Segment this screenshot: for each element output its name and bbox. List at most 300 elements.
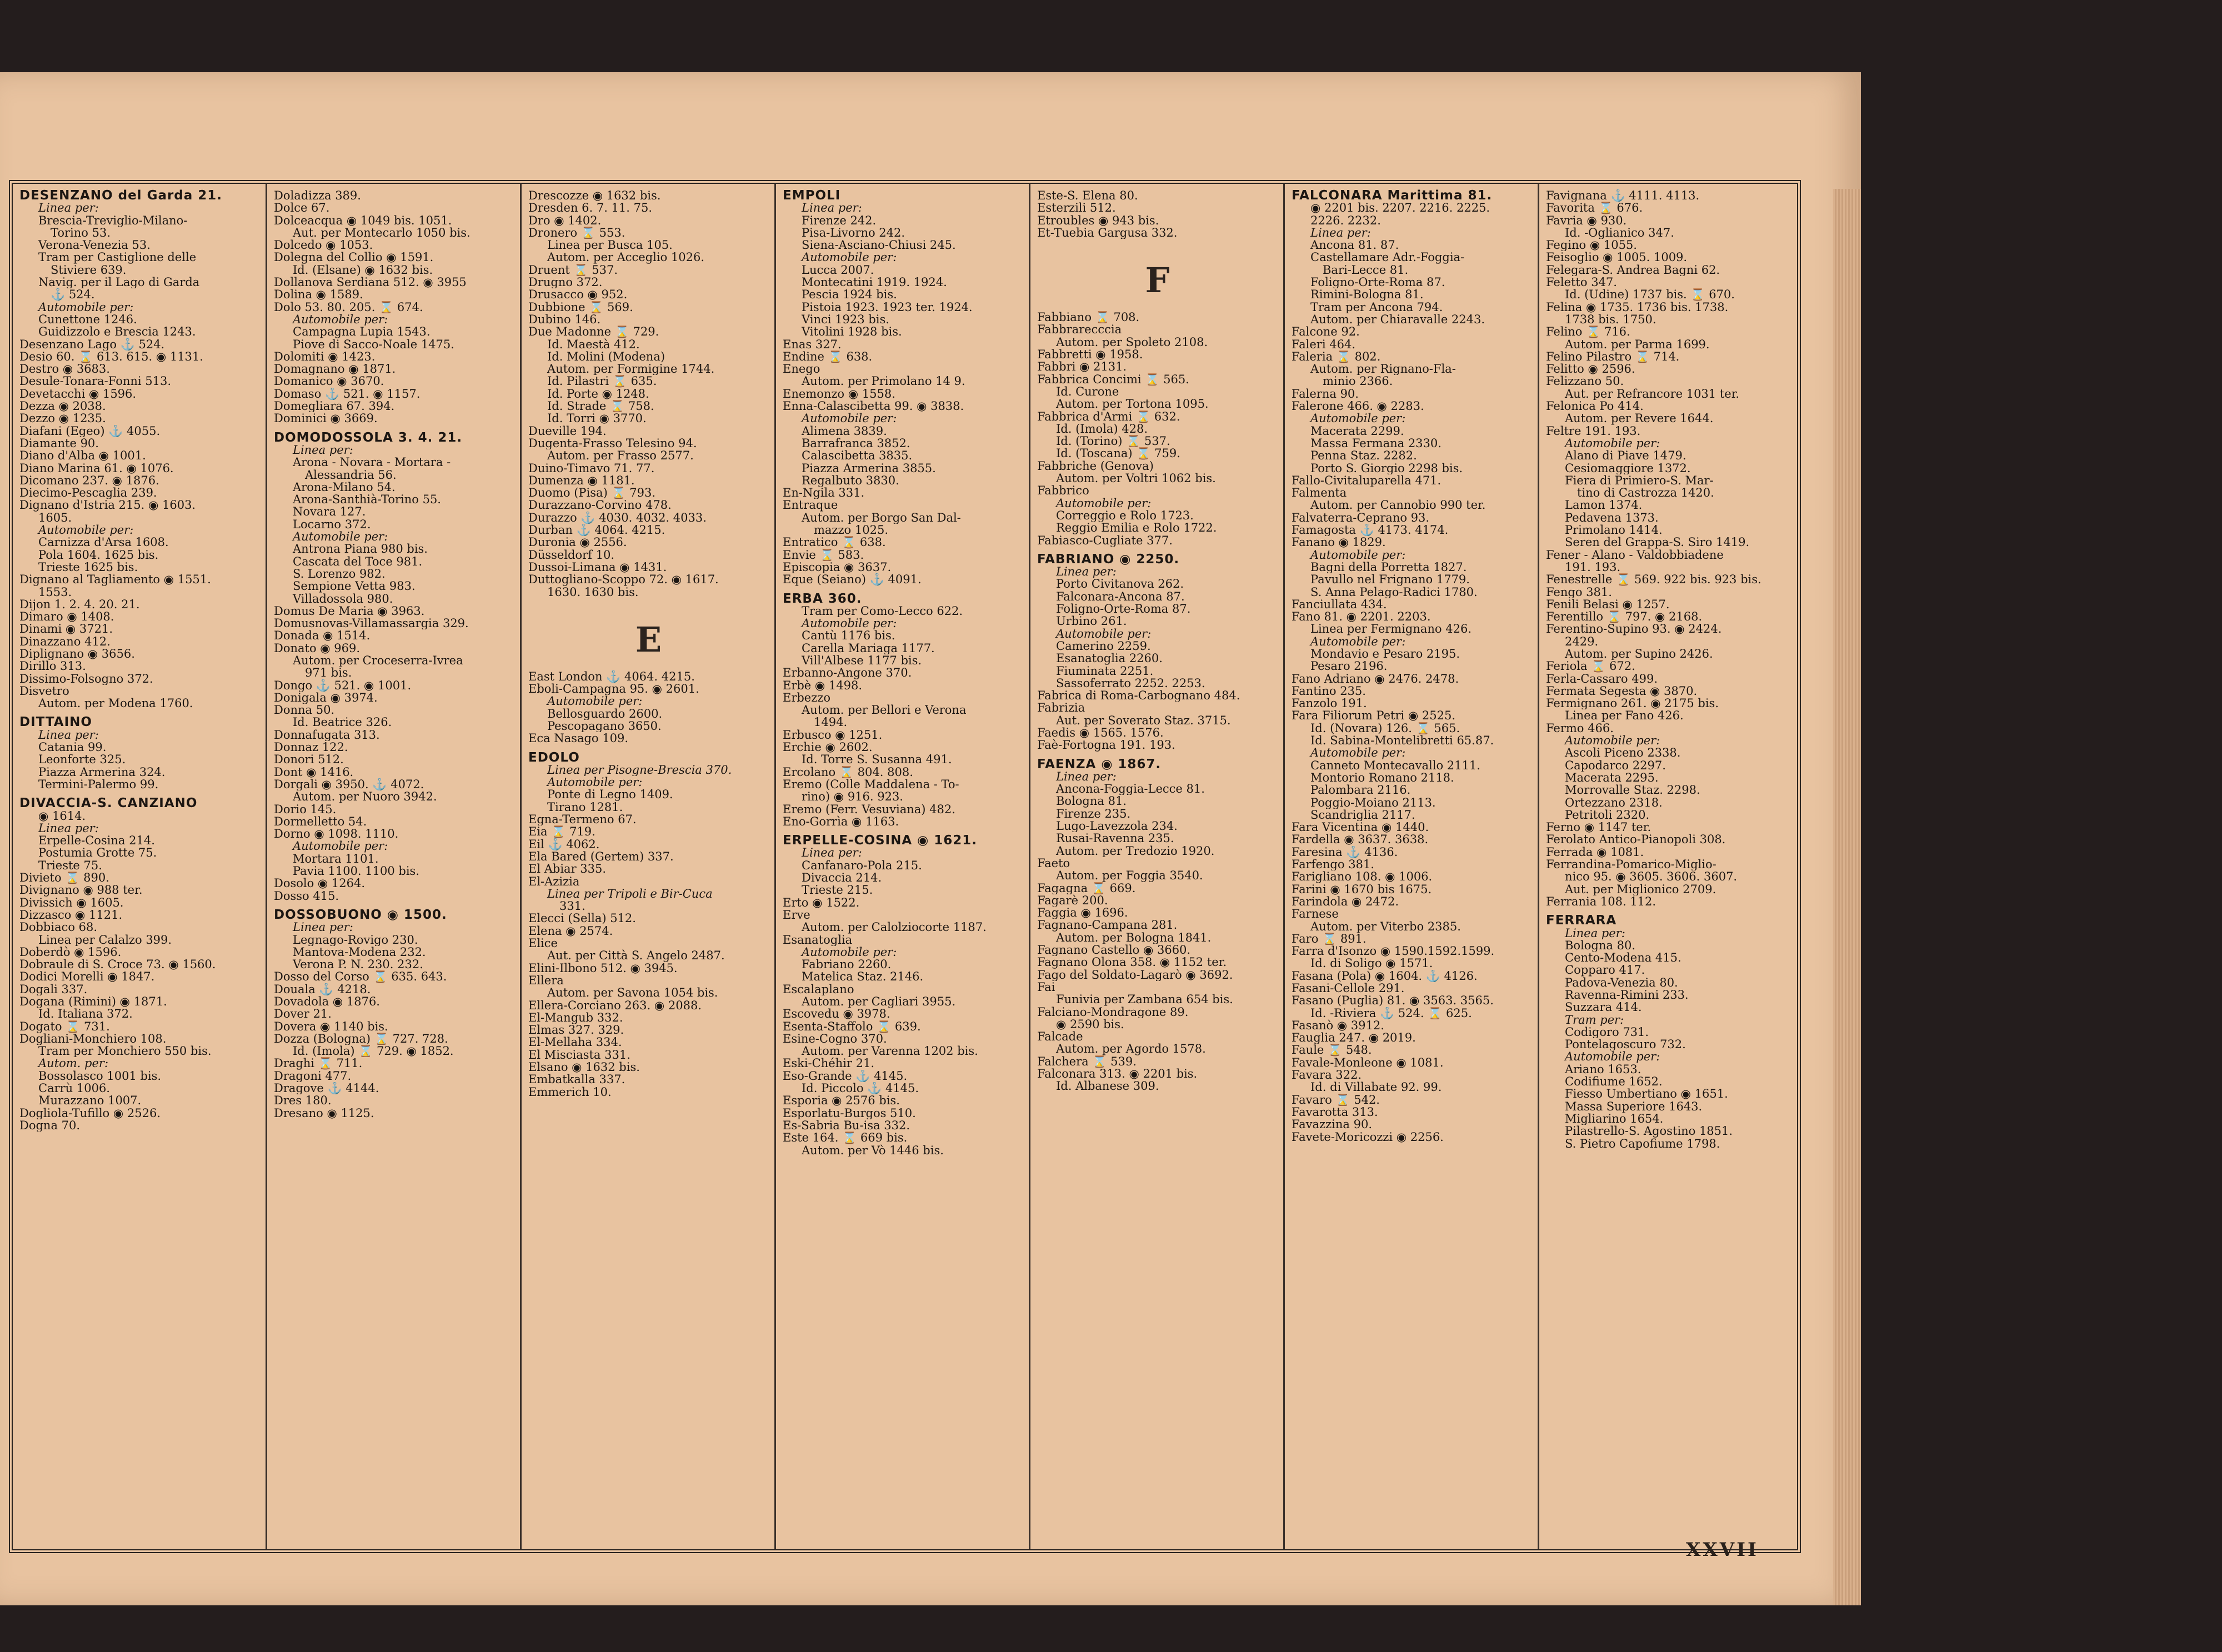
index-entry: Piove di Sacco-Noale 1475. — [293, 338, 454, 351]
index-entry: Bari-Lecce 81. — [1323, 263, 1409, 277]
index-entry: El-Mellaha 334. — [528, 1036, 622, 1049]
index-entry: Cascata del Toce 981. — [293, 555, 423, 568]
index-entry: Lamon 1374. — [1565, 499, 1643, 512]
index-entry: Disvetro — [19, 684, 69, 698]
index-entry: Autom. per Parma 1699. — [1565, 338, 1710, 351]
index-entry: Trieste 1625 bis. — [38, 560, 138, 574]
index-entry: Envie ⌛ 583. — [783, 548, 864, 561]
index-entry: Faedis ◉ 1565. 1576. — [1037, 726, 1164, 739]
index-entry: Doberdò ◉ 1596. — [19, 945, 122, 959]
index-entry: Sempione Vetta 983. — [293, 580, 416, 593]
index-entry: Cantù 1176 bis. — [802, 629, 895, 642]
index-heading: FABRIANO ◉ 2250. — [1037, 553, 1180, 566]
index-entry: Fengo 381. — [1546, 585, 1612, 598]
index-entry: Famagosta ⚓ 4173. 4174. — [1292, 524, 1449, 537]
index-entry: Düsseldorf 10. — [528, 548, 615, 561]
index-entry: Falerna 90. — [1292, 387, 1359, 401]
index-entry: Arona - Novara - Mortara - — [293, 456, 451, 469]
index-entry: Ferrandina-Pomarico-Miglio- — [1546, 858, 1716, 871]
index-entry: Dogali 337. — [19, 983, 88, 995]
index-entry: Bologna 80. — [1565, 939, 1635, 952]
index-entry: Domanico ◉ 3670. — [274, 375, 384, 388]
index-entry: Diplignano ◉ 3656. — [19, 647, 135, 660]
index-entry: Autom. per Cannobio 990 ter. — [1310, 499, 1486, 512]
index-entry: Funivia per Zambana 654 bis. — [1056, 993, 1233, 1006]
index-entry: Etroubles ◉ 943 bis. — [1037, 214, 1159, 227]
index-entry: Novara 127. — [293, 505, 366, 518]
index-entry: Fabbrarecccia — [1037, 323, 1122, 336]
index-entry: Esporlatu-Burgos 510. — [783, 1107, 916, 1119]
index-entry: Autom. per Frasso 2577. — [547, 449, 694, 462]
index-entry: Fermignano 261. ◉ 2175 bis. — [1546, 697, 1719, 710]
index-entry: Felina ◉ 1735. 1736 bis. 1738. — [1546, 301, 1729, 313]
index-entry: Diano d'Alba ◉ 1001. — [19, 449, 146, 462]
index-entry: Regalbuto 3830. — [802, 474, 899, 487]
index-entry: Locarno 372. — [293, 518, 371, 531]
index-entry: Dogna 70. — [19, 1119, 81, 1132]
index-entry: Falmenta — [1292, 487, 1347, 499]
index-entry: Falciano-Mondragone 89. — [1037, 1005, 1189, 1018]
index-entry: Due Madonne ⌛ 729. — [528, 326, 659, 338]
index-entry: Farindola ◉ 2472. — [1292, 895, 1399, 908]
index-entry: Durban ⚓ 4064. 4215. — [528, 524, 665, 537]
index-entry: Camerino 2259. — [1056, 639, 1151, 653]
index-entry: Ferrania 108. 112. — [1546, 895, 1657, 908]
index-entry: Automobile per: — [1310, 635, 1406, 648]
index-entry: Felegara-S. Andrea Bagni 62. — [1546, 263, 1720, 277]
index-entry: Favara 322. — [1292, 1069, 1362, 1082]
index-entry: Enna-Calascibetta 99. ◉ 3838. — [783, 400, 964, 413]
index-entry: Pistoia 1923. 1923 ter. 1924. — [802, 301, 973, 313]
index-entry: Copparo 417. — [1565, 964, 1645, 977]
index-entry: Villadossola 980. — [293, 592, 393, 605]
index-entry: Dosso del Corso ⌛ 635. 643. — [274, 970, 447, 983]
index-column-6 — [1285, 184, 1539, 1549]
index-entry: Feriola ⌛ 672. — [1546, 660, 1635, 673]
index-entry: Autom. per Primolano 14 9. — [802, 375, 965, 388]
index-entry: Macerata 2295. — [1565, 771, 1659, 784]
index-entry: Dubbione ⌛ 569. — [528, 301, 633, 313]
index-entry: Faro ⌛ 891. — [1292, 932, 1367, 945]
index-entry: Elena ◉ 2574. — [528, 924, 613, 938]
index-entry: Automobile per: — [38, 301, 134, 313]
index-entry: Firenze 235. — [1056, 807, 1131, 820]
index-entry: Id. Maestà 412. — [547, 338, 640, 351]
index-entry: Faresina ⚓ 4136. — [1292, 845, 1398, 859]
index-entry: Dres 180. — [274, 1094, 332, 1107]
index-heading: EDOLO — [528, 751, 580, 764]
index-entry: Tirano 1281. — [547, 800, 623, 814]
index-entry: Automobile per: — [1565, 437, 1660, 450]
index-column-4 — [776, 184, 1030, 1549]
index-entry: Dinazzano 412. — [19, 635, 111, 648]
index-entry: Suzzara 414. — [1565, 1001, 1642, 1014]
index-entry: Automobile per: — [547, 695, 643, 708]
index-entry: Dubino 146. — [528, 313, 601, 326]
index-entry: Carella Mariaga 1177. — [802, 642, 935, 654]
index-entry: El-Mangub 332. — [528, 1011, 623, 1024]
index-entry: Fagnano Olona 358. ◉ 1152 ter. — [1037, 956, 1227, 969]
index-entry: Erbezzo — [783, 691, 831, 704]
index-entry: Guidizzolo e Brescia 1243. — [38, 326, 196, 338]
index-entry: Penna Staz. 2282. — [1310, 449, 1417, 462]
index-entry: rino) ◉ 916. 923. — [802, 790, 903, 803]
index-entry: Cento-Modena 415. — [1565, 952, 1681, 964]
index-entry: Fara Vicentina ◉ 1440. — [1292, 821, 1429, 834]
index-entry: Dosso 415. — [274, 889, 339, 902]
index-entry: Canneto Montecavallo 2111. — [1310, 759, 1480, 772]
index-entry: Linea per Fermignano 426. — [1310, 623, 1472, 635]
index-entry: Faè-Fortogna 191. 193. — [1037, 739, 1175, 752]
index-entry: Aut. per Montecarlo 1050 bis. — [293, 226, 471, 239]
index-entry: Linea per: — [1310, 226, 1371, 239]
index-entry: Fasana (Pola) ◉ 1604. ⚓ 4126. — [1292, 969, 1478, 982]
index-entry: Dodici Morelli ◉ 1847. — [19, 970, 155, 983]
index-entry: Ancona-Foggia-Lecce 81. — [1056, 783, 1205, 795]
index-column-3 — [522, 184, 776, 1549]
index-entry: Tram per Ancona 794. — [1310, 301, 1443, 313]
index-entry: Fano Adriano ◉ 2476. 2478. — [1292, 672, 1459, 685]
index-entry: Fabbrica d'Armi ⌛ 632. — [1037, 410, 1180, 423]
index-entry: Catania 99. — [38, 741, 107, 754]
index-entry: S. Anna Pelago-Radici 1780. — [1310, 585, 1478, 598]
index-entry: Tram per Como-Lecco 622. — [802, 604, 963, 618]
index-entry: Aut. per Città S. Angelo 2487. — [547, 949, 725, 962]
index-entry: Erve — [783, 908, 810, 922]
index-entry: Donigala ◉ 3974. — [274, 691, 378, 704]
index-entry: Massa Fermana 2330. — [1310, 437, 1442, 450]
index-entry: Elecci (Sella) 512. — [528, 912, 636, 925]
index-entry: Esterzili 512. — [1037, 202, 1116, 214]
index-heading: ERPELLE-COSINA ◉ 1621. — [783, 834, 977, 847]
index-entry: Castellamare Adr.-Foggia- — [1310, 251, 1465, 264]
index-entry: Petritoli 2320. — [1565, 808, 1650, 822]
index-entry: Id. (Imola) ⌛ 729. ◉ 1852. — [293, 1045, 454, 1058]
index-entry: Capodarco 2297. — [1565, 759, 1666, 772]
index-entry: Escovedu ◉ 3978. — [783, 1008, 890, 1020]
index-entry: ⚓ 524. — [51, 288, 95, 301]
index-entry: Automobile per: — [38, 524, 134, 537]
index-heading: DESENZANO del Garda 21. — [19, 189, 223, 202]
index-entry: Felonica Po 414. — [1546, 400, 1644, 413]
index-entry: Porto S. Giorgio 2298 bis. — [1310, 462, 1463, 474]
index-entry: Alimena 3839. — [802, 424, 887, 437]
index-heading: DIVACCIA-S. CANZIANO — [19, 797, 198, 810]
index-entry: Torino 53. — [51, 226, 111, 239]
index-entry: mazzo 1025. — [814, 524, 888, 537]
index-entry: Divissich ◉ 1605. — [19, 896, 124, 909]
index-entry: Mantova-Modena 232. — [293, 945, 426, 959]
index-entry: Fagnano Castello ◉ 3660. — [1037, 944, 1191, 957]
index-entry: Id. Albanese 309. — [1056, 1080, 1159, 1093]
index-entry: Eremo (Colle Maddalena - To- — [783, 778, 959, 791]
index-entry: Id. Torri ◉ 3770. — [547, 412, 647, 425]
index-entry: Elmas 327. 329. — [528, 1024, 624, 1037]
index-entry: Embatkalla 337. — [528, 1073, 625, 1086]
index-entry: Id. (Udine) 1737 bis. ⌛ 670. — [1565, 288, 1735, 301]
index-entry: Fabbri ◉ 2131. — [1037, 361, 1127, 373]
index-entry: Palombara 2116. — [1310, 784, 1411, 797]
index-entry: Duronia ◉ 2556. — [528, 536, 627, 549]
index-entry: nico 95. ◉ 3605. 3606. 3607. — [1565, 870, 1738, 883]
index-entry: Tram per Castiglione delle — [38, 251, 197, 264]
index-entry: Episcopia ◉ 3637. — [783, 560, 892, 574]
index-entry: Pola 1604. 1625 bis. — [38, 548, 159, 561]
index-entry: Fasano (Puglia) 81. ◉ 3563. 3565. — [1292, 994, 1494, 1007]
index-heading: FERRARA — [1546, 914, 1617, 927]
index-entry: Calascibetta 3835. — [802, 449, 913, 462]
index-entry: Eso-Grande ⚓ 4145. — [783, 1069, 908, 1083]
index-entry: Dovera ◉ 1140 bis. — [274, 1020, 388, 1033]
index-entry: Druent ⌛ 537. — [528, 263, 618, 277]
index-entry: Dragove ⚓ 4144. — [274, 1082, 379, 1095]
index-entry: Alano di Piave 1479. — [1565, 449, 1686, 462]
index-entry: Fenili Belasi ◉ 1257. — [1546, 598, 1670, 611]
index-entry: Dimaro ◉ 1408. — [19, 610, 114, 623]
index-entry: Fabbrica Concimi ⌛ 565. — [1037, 373, 1189, 386]
index-entry: Dissimo-Folsogno 372. — [19, 672, 153, 685]
index-entry: Falchera ⌛ 539. — [1037, 1055, 1137, 1068]
index-entry: Emmerich 10. — [528, 1085, 612, 1098]
index-column-5 — [1030, 184, 1285, 1549]
index-entry: Dussoi-Limana ◉ 1431. — [528, 560, 667, 574]
index-entry: Diano Marina 61. ◉ 1076. — [19, 462, 174, 474]
index-entry: Fai — [1037, 980, 1055, 994]
index-entry: Favarotta 313. — [1292, 1105, 1378, 1119]
index-entry: Falcade — [1037, 1030, 1083, 1043]
index-entry: Faleri 464. — [1292, 338, 1355, 351]
index-entry: Aut. per Miglionico 2709. — [1565, 883, 1716, 895]
index-entry: Dolcedo ◉ 1053. — [274, 239, 373, 252]
index-entry: Dicomano 237. ◉ 1876. — [19, 474, 159, 487]
index-entry: S. Pietro Capofiume 1798. — [1565, 1137, 1720, 1150]
index-entry: Dresden 6. 7. 11. 75. — [528, 202, 653, 214]
index-entry: Fiera di Primiero-S. Mar- — [1565, 474, 1714, 487]
index-entry: Migliarino 1654. — [1565, 1112, 1664, 1125]
index-entry: Ascoli Piceno 2338. — [1565, 747, 1681, 759]
index-entry: Dosolo ◉ 1264. — [274, 877, 366, 890]
index-entry: Favria ◉ 930. — [1546, 214, 1627, 227]
index-entry: En-Ngila 331. — [783, 487, 865, 499]
index-entry: Dronero ⌛ 553. — [528, 226, 625, 239]
index-entry: Linea per: — [293, 443, 353, 457]
index-entry: Falconara-Ancona 87. — [1056, 590, 1185, 603]
index-entry: East London ⚓ 4064. 4215. — [528, 670, 695, 683]
index-entry: Macerata 2299. — [1310, 424, 1404, 437]
index-entry: Foligno-Orte-Roma 87. — [1310, 276, 1445, 289]
index-entry: Canfanaro-Pola 215. — [802, 859, 922, 872]
index-entry: Alessandria 56. — [305, 468, 397, 481]
index-entry: Farigliano 108. ◉ 1006. — [1292, 870, 1433, 883]
index-entry: Automobile per: — [1310, 548, 1406, 561]
index-entry: Ferentino-Supino 93. ◉ 2424. — [1546, 623, 1722, 635]
index-entry: Favale-Monleone ◉ 1081. — [1292, 1056, 1444, 1069]
index-entry: Autom. per Agordo 1578. — [1056, 1043, 1206, 1055]
index-entry: Dongo ⚓ 521. ◉ 1001. — [274, 679, 412, 692]
index-entry: Farini ◉ 1670 bis 1675. — [1292, 883, 1432, 895]
index-entry: 191. 193. — [1565, 560, 1621, 574]
index-entry: ◉ 1614. — [38, 809, 86, 822]
index-entry: Ferno ◉ 1147 ter. — [1546, 821, 1652, 834]
index-entry: Dirillo 313. — [19, 660, 86, 673]
index-entry: Divieto ⌛ 890. — [19, 872, 109, 884]
index-entry: Porto Civitanova 262. — [1056, 578, 1184, 590]
index-entry: Bellosguardo 2600. — [547, 707, 663, 720]
index-entry: Enemonzo ◉ 1558. — [783, 387, 895, 401]
index-entry: Autom. per Tortona 1095. — [1056, 398, 1209, 411]
index-entry: Dezza ◉ 2038. — [19, 400, 106, 413]
index-entry: Dro ◉ 1402. — [528, 214, 602, 227]
index-entry: Poggio-Moiano 2113. — [1310, 796, 1436, 809]
index-entry: Dogliola-Tufillo ◉ 2526. — [19, 1107, 161, 1119]
index-entry: Verona-Venezia 53. — [38, 239, 151, 252]
index-entry: El-Azizia — [528, 875, 580, 888]
index-entry: Murazzano 1007. — [38, 1094, 142, 1107]
index-entry: Dobraule di S. Croce 73. ◉ 1560. — [19, 958, 216, 971]
index-entry: Este-S. Elena 80. — [1037, 189, 1138, 202]
index-entry: Esenta-Staffolo ⌛ 639. — [783, 1020, 921, 1033]
index-entry: Trieste 75. — [38, 859, 102, 872]
index-entry: Esporia ◉ 2576 bis. — [783, 1094, 900, 1107]
index-entry: Tram per: — [1565, 1013, 1624, 1026]
index-entry: Eia ⌛ 719. — [528, 825, 595, 838]
index-entry: Dinami ◉ 3721. — [19, 623, 113, 635]
index-entry: Vinci 1923 bis. — [802, 313, 889, 326]
index-entry: Elsano ◉ 1632 bis. — [528, 1061, 640, 1074]
index-entry: Elini-Ilbono 512. ◉ 3945. — [528, 962, 678, 974]
index-entry: Fanano ◉ 1829. — [1292, 536, 1386, 549]
index-entry: Dorgali ◉ 3950. ⚓ 4072. — [274, 778, 424, 791]
index-entry: Leonforte 325. — [38, 753, 126, 766]
index-entry: Dezzo ◉ 1235. — [19, 412, 106, 425]
index-entry: Montecatini 1919. 1924. — [802, 276, 947, 289]
index-entry: Falvaterra-Ceprano 93. — [1292, 511, 1430, 524]
index-entry: Durazzo ⚓ 4030. 4032. 4033. — [528, 511, 707, 524]
index-entry: Ellera-Corciano 263. ◉ 2088. — [528, 999, 702, 1012]
index-entry: Stiviere 639. — [51, 263, 127, 277]
index-entry: Automobile per: — [293, 530, 388, 543]
index-entry: Pavia 1100. 1100 bis. — [293, 865, 420, 878]
index-entry: Autom. per Supino 2426. — [1565, 647, 1713, 660]
index-entry: Favignana ⚓ 4111. 4113. — [1546, 189, 1700, 202]
index-entry: Fallo-Civitaluparella 471. — [1292, 474, 1442, 487]
index-entry: Dollanova Serdiana 512. ◉ 3955 — [274, 276, 467, 289]
index-entry: Favazzina 90. — [1292, 1118, 1373, 1131]
index-entry: Primolano 1414. — [1565, 524, 1663, 537]
index-entry: Barrafranca 3852. — [802, 437, 910, 450]
index-entry: Massa Superiore 1643. — [1565, 1100, 1703, 1113]
index-entry: Donna 50. — [274, 704, 335, 717]
index-entry: Duomo (Pisa) ⌛ 793. — [528, 487, 656, 499]
index-entry: 2226. 2232. — [1310, 214, 1381, 227]
index-entry: Eboli-Campagna 95. ◉ 2601. — [528, 683, 699, 695]
index-entry: Morrovalle Staz. 2298. — [1565, 784, 1700, 797]
index-entry: Ellera — [528, 974, 564, 987]
index-entry: Autom. per Voltri 1062 bis. — [1056, 472, 1216, 485]
index-heading: DITTAINO — [19, 716, 92, 729]
index-entry: ◉ 2201 bis. 2207. 2216. 2225. — [1310, 202, 1490, 214]
index-entry: Postumia Grotte 75. — [38, 847, 157, 859]
index-entry: Drescozze ◉ 1632 bis. — [528, 189, 661, 202]
index-entry: 1605. — [38, 511, 72, 524]
index-entry: Codigoro 731. — [1565, 1025, 1649, 1039]
index-entry: Doladizza 389. — [274, 189, 361, 202]
index-entry: Verona P. N. 230. 232. — [293, 958, 423, 971]
index-entry: Linea per Tripoli e Bir-Cuca — [547, 887, 713, 900]
index-entry: 2429. — [1565, 635, 1599, 648]
index-entry: Id. Italiana 372. — [38, 1008, 133, 1020]
index-entry: Fermo 466. — [1546, 722, 1614, 735]
index-entry: Carnizza d'Arsa 1608. — [38, 536, 169, 549]
index-entry: Montorio Romano 2118. — [1310, 771, 1454, 784]
index-entry: Dolceacqua ◉ 1049 bis. 1051. — [274, 214, 452, 227]
index-entry: Domaso ⚓ 521. ◉ 1157. — [274, 387, 421, 401]
index-entry: Autom. per Tredozio 1920. — [1056, 844, 1215, 857]
index-entry: Linea per: — [1565, 927, 1625, 939]
index-entry: Fegino ◉ 1055. — [1546, 239, 1637, 252]
index-entry: Pavullo nel Frignano 1779. — [1310, 573, 1470, 586]
index-entry: Donato ◉ 969. — [274, 642, 361, 654]
index-entry: Durazzano-Corvino 478. — [528, 499, 672, 512]
index-entry: Fiesso Umbertiano ◉ 1651. — [1565, 1088, 1728, 1100]
index-entry: Lugo-Lavezzola 234. — [1056, 820, 1178, 833]
book-page — [0, 72, 1861, 1605]
index-entry: El Misciasta 331. — [528, 1048, 630, 1061]
index-entry: Es-Sabria Bu-isa 332. — [783, 1119, 910, 1132]
index-entry: Douala ⚓ 4218. — [274, 983, 371, 995]
index-entry: Domegliara 67. 394. — [274, 400, 395, 413]
index-entry: Elice — [528, 937, 558, 950]
index-entry: Eil ⚓ 4062. — [528, 838, 600, 850]
index-entry: Tram per Monchiero 550 bis. — [38, 1045, 212, 1058]
index-entry: Brescia-Treviglio-Milano- — [38, 214, 188, 227]
index-entry: Piazza Armerina 324. — [38, 765, 166, 778]
index-entry: Esine-Cogno 370. — [783, 1032, 887, 1045]
index-entry: Pontelagoscuro 732. — [1565, 1038, 1686, 1051]
index-heading: FAENZA ◉ 1867. — [1037, 758, 1162, 770]
index-entry: Matelica Staz. 2146. — [802, 970, 924, 983]
index-entry: Endine ⌛ 638. — [783, 350, 873, 363]
index-entry: Duttogliano-Scoppo 72. ◉ 1617. — [528, 573, 719, 586]
index-entry: Codifiume 1652. — [1565, 1075, 1663, 1088]
index-entry: Fardella ◉ 3637. 3638. — [1292, 833, 1429, 846]
index-entry: Carrù 1006. — [38, 1082, 110, 1095]
index-entry: Ponte di Legno 1409. — [547, 788, 673, 801]
index-entry: Id. Piccolo ⚓ 4145. — [802, 1082, 919, 1095]
index-entry: minio 2366. — [1323, 375, 1393, 388]
index-entry: Automobile per: — [1056, 627, 1152, 640]
index-entry: Aut. per Soverato Staz. 3715. — [1056, 714, 1231, 727]
index-entry: Bagni della Porretta 1827. — [1310, 560, 1467, 574]
index-entry: Drusacco ◉ 952. — [528, 288, 628, 301]
index-entry: Autom. per Cagliari 3955. — [802, 995, 956, 1008]
index-entry: Fener - Alano - Valdobbiadene — [1546, 548, 1724, 561]
index-entry: Donnaz 122. — [274, 741, 348, 754]
index-entry: Donori 512. — [274, 753, 344, 766]
index-heading: ERBA 360. — [783, 592, 862, 605]
index-entry: Fara Filiorum Petri ◉ 2525. — [1292, 709, 1456, 722]
index-entry: Favaro ⌛ 542. — [1292, 1093, 1380, 1106]
index-heading: FALCONARA Marittima 81. — [1292, 189, 1493, 202]
index-column-7 — [1539, 184, 1794, 1549]
index-entry: Fabbiano ⌛ 708. — [1037, 311, 1140, 324]
index-entry: Erchie ◉ 2602. — [783, 741, 873, 754]
index-entry: Farfengo 381. — [1292, 858, 1374, 871]
index-entry: Erbanno-Angone 370. — [783, 667, 912, 679]
index-entry: Felizzano 50. — [1546, 375, 1624, 388]
index-entry: Dozza (Bologna) ⌛ 727. 728. — [274, 1032, 448, 1045]
index-entry: Id. Beatrice 326. — [293, 716, 392, 729]
